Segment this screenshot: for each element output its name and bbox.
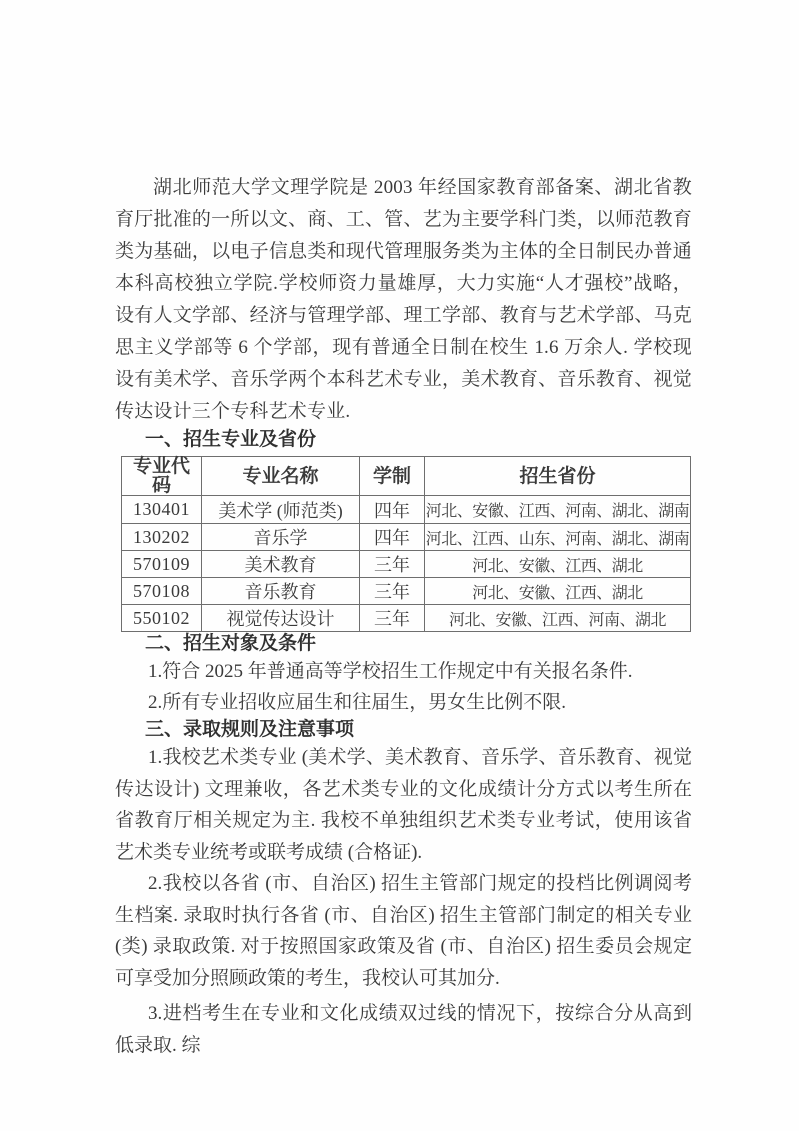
- table-header-row: [122, 457, 691, 496]
- col-header-duration: 学制: [360, 457, 425, 496]
- table-row: [122, 605, 691, 632]
- col-header-major-code: 专业代码: [122, 457, 202, 496]
- col-header-provinces: 招生省份: [425, 457, 691, 496]
- cell-major-name: 美术学 (师范类): [202, 496, 360, 524]
- section3-paragraph-3: 3.进档考生在专业和文化成绩双过线的情况下，按综合分从高到低录取. 综: [115, 1003, 692, 1056]
- section3-paragraph-1: 1.我校艺术类专业 (美术学、美术教育、音乐学、音乐教育、视觉传达设计) 文理兼收，各艺术类专业的文化成绩计分方式以考生所在省教育厅相关规定为主. 我校不单独组织艺术类专业考试，使用该省艺术类专业统考或联考成绩 (合格证).: [115, 747, 692, 863]
- section1-heading: 一、招生专业及省份: [145, 429, 317, 450]
- table-row: [122, 524, 691, 551]
- section3-paragraph-2: 2.我校以各省 (市、自治区) 招生主管部门规定的投档比例调阅考生档案. 录取时执行各省 (市、自治区) 招生主管部门制定的相关专业 (类) 录取政策. 对于按照国家政策及省 (市、自治区) 招生委员会规定可享受加分照顾政策的考生，我校认可其加分.: [115, 873, 692, 989]
- cell-major-name: 视觉传达设计: [202, 605, 360, 632]
- cell-provinces: 河北、安徽、江西、河南、湖北、湖南: [425, 496, 691, 524]
- cell-duration: 四年: [360, 524, 425, 551]
- cell-major-code: 570108: [122, 578, 202, 605]
- cell-major-name: 美术教育: [202, 551, 360, 578]
- section3-heading: 三、录取规则及注意事项: [145, 719, 355, 740]
- cell-provinces: 河北、安徽、江西、湖北: [425, 578, 691, 605]
- table-row: [122, 551, 691, 578]
- col-header-major-name: 专业名称: [202, 457, 360, 496]
- table-row: [122, 578, 691, 605]
- cell-provinces: 河北、安徽、江西、河南、湖北: [425, 605, 691, 632]
- cell-major-name: 音乐教育: [202, 578, 360, 605]
- cell-duration: 三年: [360, 551, 425, 578]
- cell-duration: 三年: [360, 578, 425, 605]
- cell-major-code: 550102: [122, 605, 202, 632]
- table-row: [122, 496, 691, 524]
- majors-table: [121, 456, 691, 632]
- cell-duration: 四年: [360, 496, 425, 524]
- cell-major-name: 音乐学: [202, 524, 360, 551]
- section2-item-2: 2.所有专业招收应届生和往届生，男女生比例不限.: [148, 692, 567, 713]
- cell-major-code: 130401: [122, 496, 202, 524]
- section2-item-1: 1.符合 2025 年普通高等学校招生工作规定中有关报名条件.: [148, 661, 633, 682]
- intro-paragraph: 湖北师范大学文理学院是 2003 年经国家教育部备案、湖北省教育厅批准的一所以文、商、工、管、艺为主要学科门类，以师范教育类为基础，以电子信息类和现代管理服务类为主体的全日制民办普通本科高校独立学院.学校师资力量雄厚，大力实施“人才强校”战略，设有人文学部、经济与管理学部、理工学部、教育与艺术学部、马克思主义学部等 6 个学部，现有普通全日制在校生 1.6 万余人. 学校现设有美术学、音乐学两个本科艺术专业，美术教育、音乐教育、视觉传达设计三个专科艺术专业.: [115, 177, 692, 422]
- section2-heading: 二、招生对象及条件: [145, 633, 317, 654]
- cell-major-code: 130202: [122, 524, 202, 551]
- cell-provinces: 河北、安徽、江西、湖北: [425, 551, 691, 578]
- cell-major-code: 570109: [122, 551, 202, 578]
- cell-duration: 三年: [360, 605, 425, 632]
- cell-provinces: 河北、江西、山东、河南、湖北、湖南: [425, 524, 691, 551]
